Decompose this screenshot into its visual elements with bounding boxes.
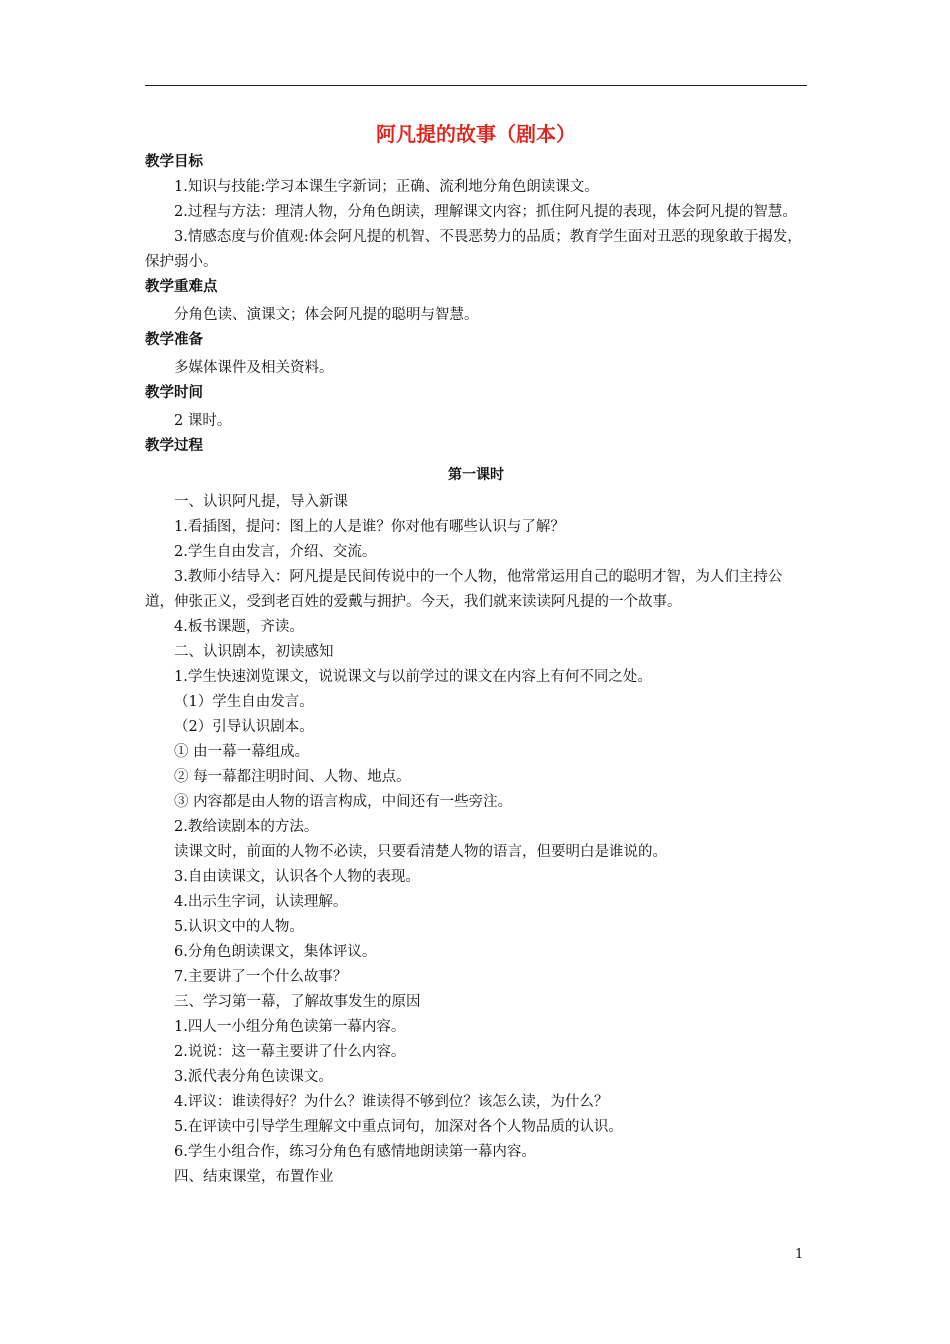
process-line: 2.说说：这一幕主要讲了什么内容。: [174, 1044, 406, 1060]
process-line: 1.四人一小组分角色读第一幕内容。: [174, 1019, 406, 1035]
preparation-text: 多媒体课件及相关资料。: [174, 360, 334, 376]
header-rule: [145, 85, 807, 86]
process-line: 4.评议：谁读得好？为什么？谁读得不够到位？该怎么读，为什么？: [174, 1094, 609, 1110]
section-heading-key-points: 教学重难点: [145, 279, 218, 295]
process-line: 1.看插图，提问：图上的人是谁？你对他有哪些认识与了解？: [174, 519, 565, 535]
key-points-text: 分角色读、演课文；体会阿凡提的聪明与智慧。: [174, 307, 479, 323]
process-line: 一、认识阿凡提，导入新课: [174, 494, 348, 510]
process-line: 二、认识剧本，初读感知: [174, 644, 334, 660]
process-line: （2）引导认识剧本。: [174, 719, 314, 735]
process-line: 3.派代表分角色读课文。: [174, 1069, 333, 1085]
goal-item: 2.过程与方法：理清人物，分角色朗读，理解课文内容；抓住阿凡提的表现，体会阿凡提的智慧。: [174, 204, 797, 220]
process-line: 三、学习第一幕，了解故事发生的原因: [174, 994, 421, 1010]
process-line: 4.出示生字词，认读理解。: [174, 894, 348, 910]
process-line: 7.主要讲了一个什么故事？: [174, 969, 348, 985]
process-line: 读课文时，前面的人物不必读，只要看清楚人物的语言，但要明白是谁说的。: [174, 844, 667, 860]
goal-item: 1.知识与技能:学习本课生字新词；正确、流利地分角色朗读课文。: [174, 179, 599, 195]
process-line: 4.板书课题，齐读。: [174, 619, 304, 635]
time-text: 2 课时。: [174, 413, 232, 429]
section-heading-goals: 教学目标: [145, 154, 203, 170]
process-line: 1.学生快速浏览课文，说说课文与以前学过的课文在内容上有何不同之处。: [174, 669, 652, 685]
process-line: 3.自由读课文，认识各个人物的表现。: [174, 869, 420, 885]
section-heading-process: 教学过程: [145, 438, 203, 454]
section-heading-time: 教学时间: [145, 385, 203, 401]
process-line: 2.教给读剧本的方法。: [174, 819, 319, 835]
process-line: 6.学生小组合作，练习分角色有感情地朗读第一幕内容。: [174, 1144, 536, 1160]
document-body: [145, 118, 807, 1190]
process-line: ② 每一幕都注明时间、人物、地点。: [174, 769, 411, 785]
goal-item: 3.情感态度与价值观:体会阿凡提的机智、不畏恶势力的品质；教育学生面对丑恶的现象敢于揭发，保护弱小。: [145, 229, 802, 270]
process-line: （1）学生自由发言。: [174, 694, 314, 710]
process-line: 3.教师小结导入：阿凡提是民间传说中的一个人物，他常常运用自己的聪明才智，为人们主持公道，伸张正义，受到老百姓的爱戴与拥护。今天，我们就来读读阿凡提的一个故事。: [145, 569, 783, 610]
section-heading-preparation: 教学准备: [145, 332, 203, 348]
process-line: 5.在评读中引导学生理解文中重点词句，加深对各个人物品质的认识。: [174, 1119, 623, 1135]
process-line: ① 由一幕一幕组成。: [174, 744, 310, 760]
process-line: 5.认识文中的人物。: [174, 919, 304, 935]
process-line: ③ 内容都是由人物的语言构成，中间还有一些旁注。: [174, 794, 513, 810]
lesson-title: 第一课时: [448, 467, 504, 483]
process-line: 四、结束课堂，布置作业: [174, 1169, 334, 1185]
page-number: 1: [795, 1247, 804, 1262]
process-line: 2.学生自由发言，介绍、交流。: [174, 544, 377, 560]
document-title: 阿凡提的故事（剧本）: [376, 122, 576, 146]
process-line: 6.分角色朗读课文，集体评议。: [174, 944, 377, 960]
